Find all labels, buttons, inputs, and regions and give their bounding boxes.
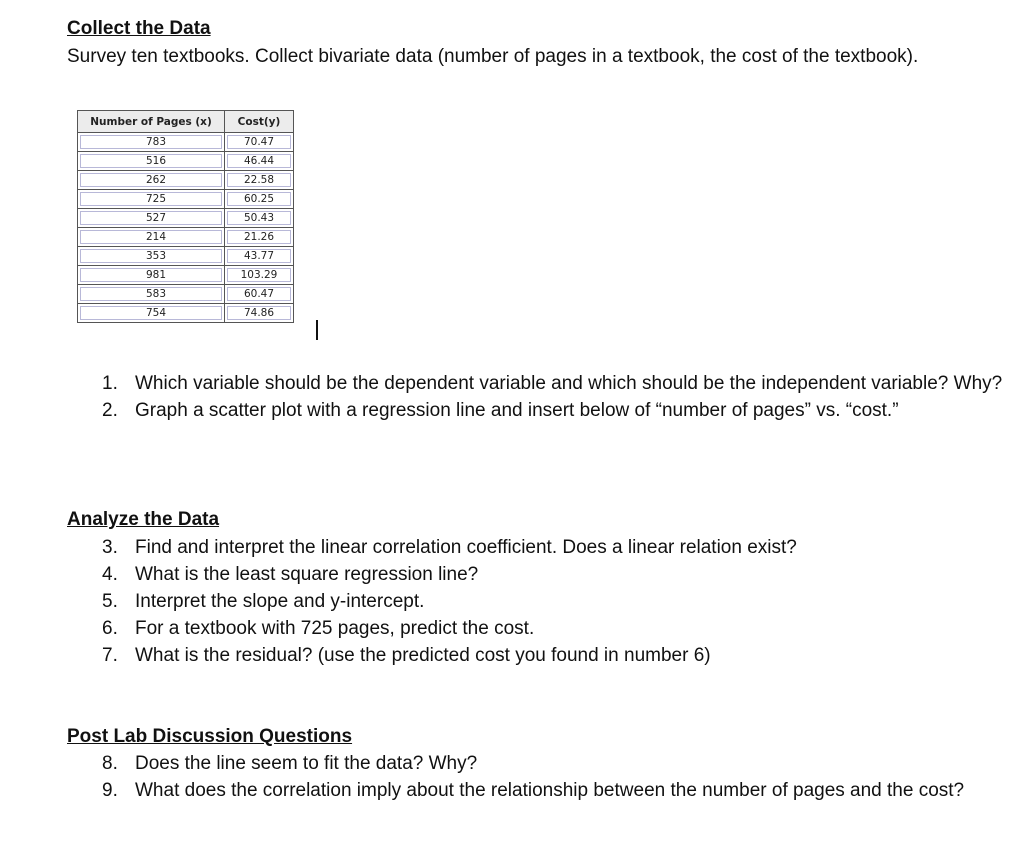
pages-cell: 783	[78, 133, 225, 152]
table-row	[78, 171, 294, 190]
pages-cell: 981	[78, 266, 225, 285]
question-text: Which variable should be the dependent variable and which should be the independent variable? Why?	[135, 373, 1003, 394]
table-header-row	[78, 111, 294, 133]
table-row	[78, 266, 294, 285]
data-table	[77, 110, 294, 323]
table-row	[78, 209, 294, 228]
pages-cell: 353	[78, 247, 225, 266]
questions-part1-list	[67, 370, 1015, 424]
text-cursor	[316, 320, 318, 340]
question-item	[102, 561, 1015, 588]
question-number: 3.	[102, 537, 118, 558]
question-text: What is the least square regression line?	[135, 564, 479, 585]
pages-cell: 516	[78, 152, 225, 171]
table-row	[78, 152, 294, 171]
pages-cell: 214	[78, 228, 225, 247]
post-lab-heading: Post Lab Discussion Questions	[67, 726, 353, 747]
question-item	[102, 370, 1015, 397]
cost-cell: 70.47	[225, 133, 294, 152]
question-number: 5.	[102, 591, 118, 612]
table-row	[78, 228, 294, 247]
question-number: 8.	[102, 753, 118, 774]
question-text: Does the line seem to fit the data? Why?	[135, 753, 478, 774]
question-text: What is the residual? (use the predicted cost you found in number 6)	[135, 645, 711, 666]
question-number: 7.	[102, 645, 118, 666]
pages-cell: 754	[78, 304, 225, 323]
question-number: 4.	[102, 564, 118, 585]
pages-cell: 262	[78, 171, 225, 190]
pages-cell: 527	[78, 209, 225, 228]
table-row	[78, 304, 294, 323]
question-item	[102, 642, 1015, 669]
collect-data-heading: Collect the Data	[67, 18, 211, 39]
cost-cell: 21.26	[225, 228, 294, 247]
cost-cell: 43.77	[225, 247, 294, 266]
cost-cell: 22.58	[225, 171, 294, 190]
question-text: Find and interpret the linear correlation coefficient. Does a linear relation exist?	[135, 537, 797, 558]
collect-data-intro: Survey ten textbooks. Collect bivariate data (number of pages in a textbook, the cost of the textbook).	[67, 46, 919, 67]
table-row	[78, 285, 294, 304]
analyze-data-heading: Analyze the Data	[67, 509, 220, 530]
column-header-pages: Number of Pages (x)	[78, 111, 225, 133]
question-item	[102, 750, 1015, 777]
pages-cell: 725	[78, 190, 225, 209]
question-text: Graph a scatter plot with a regression line and insert below of “number of pages” vs. “cost.”	[135, 400, 899, 421]
cost-cell: 60.25	[225, 190, 294, 209]
question-number: 2.	[102, 400, 118, 421]
question-text: What does the correlation imply about the relationship between the number of pages and the cost?	[135, 780, 965, 801]
question-text: For a textbook with 725 pages, predict the cost.	[135, 618, 535, 639]
question-item	[102, 397, 1015, 424]
analyze-questions-list	[67, 534, 1015, 669]
table-row	[78, 190, 294, 209]
question-number: 1.	[102, 373, 118, 394]
cost-cell: 50.43	[225, 209, 294, 228]
pages-cell: 583	[78, 285, 225, 304]
post-lab-questions-list	[67, 750, 1015, 804]
cost-cell: 60.47	[225, 285, 294, 304]
cost-cell: 46.44	[225, 152, 294, 171]
question-text: Interpret the slope and y-intercept.	[135, 591, 425, 612]
cost-cell: 74.86	[225, 304, 294, 323]
question-item	[102, 777, 1015, 804]
question-number: 9.	[102, 780, 118, 801]
question-item	[102, 588, 1015, 615]
table-row	[78, 133, 294, 152]
table-row	[78, 247, 294, 266]
question-number: 6.	[102, 618, 118, 639]
column-header-cost: Cost(y)	[225, 111, 294, 133]
question-item	[102, 615, 1015, 642]
cost-cell: 103.29	[225, 266, 294, 285]
question-item	[102, 534, 1015, 561]
